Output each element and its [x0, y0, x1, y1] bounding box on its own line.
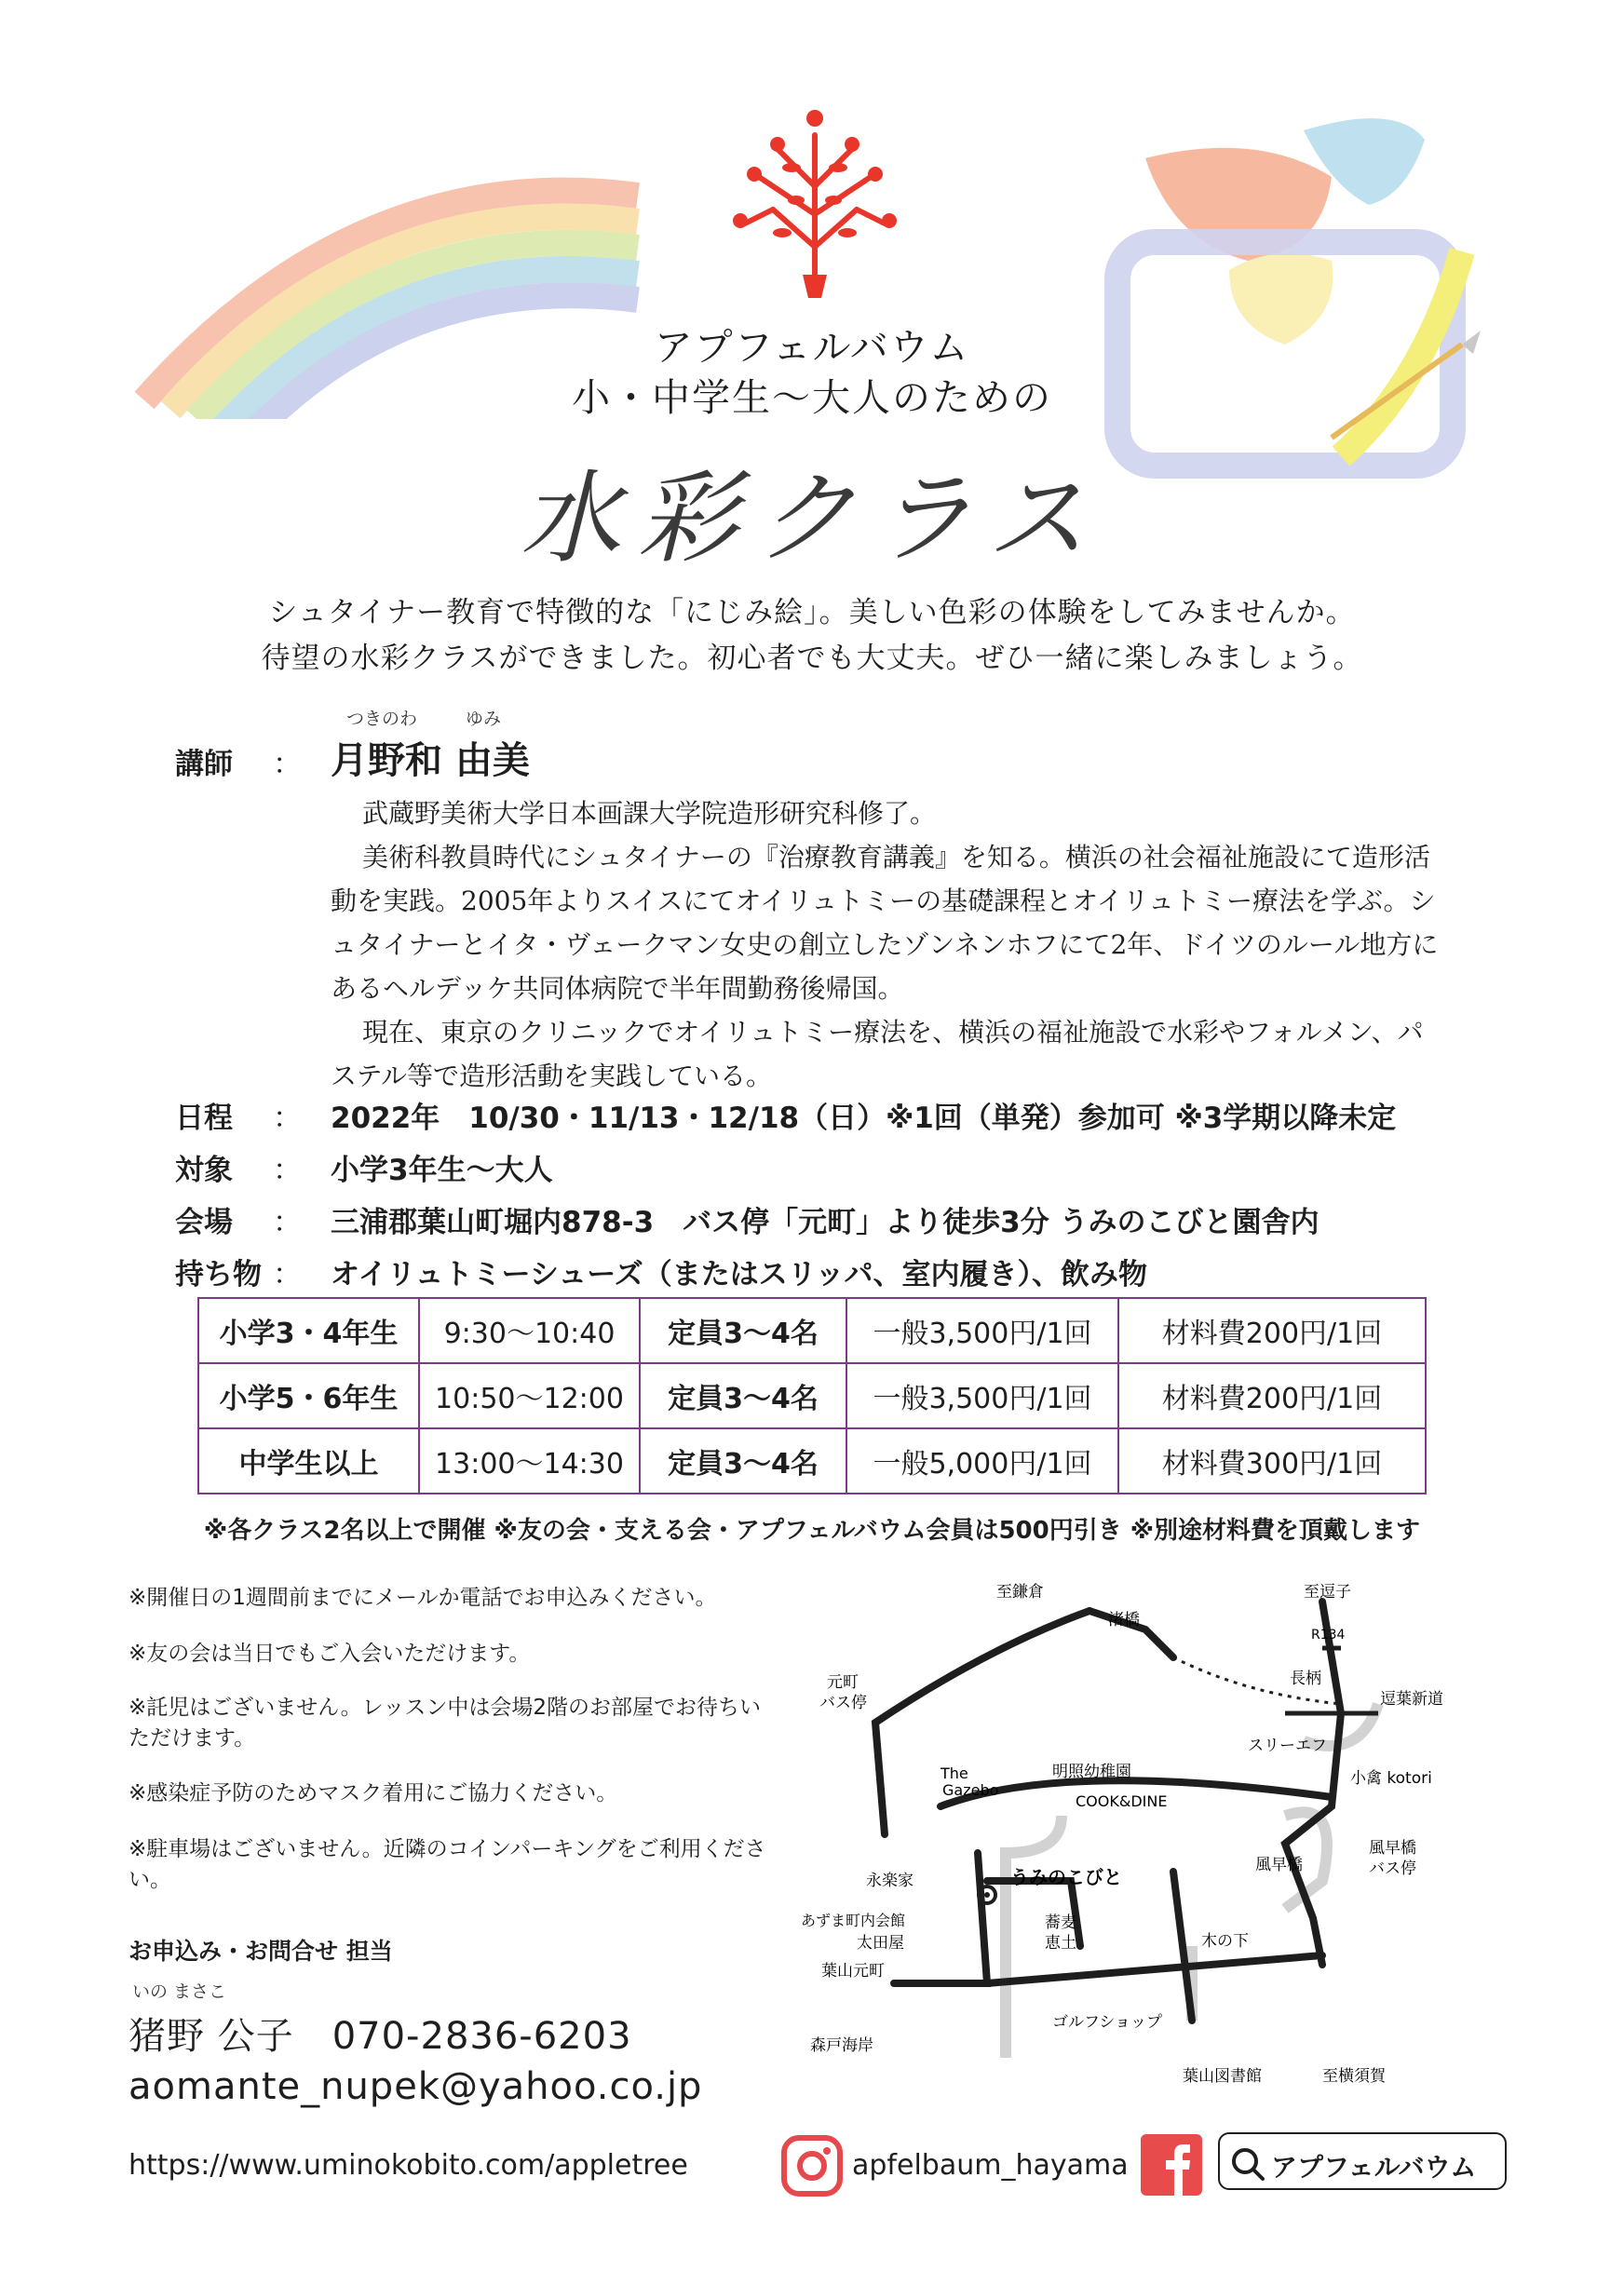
- table-cell: 一般3,500円/1回: [846, 1298, 1118, 1363]
- schedule-table: [197, 1297, 1427, 1494]
- table-cell: 材料費200円/1回: [1118, 1298, 1426, 1363]
- detail-colon: ：: [273, 1102, 302, 1135]
- table-note: ※各クラス2名以上で開催 ※友の会・支える会・アプフェルバウム会員は500円引き ※別途材料費を頂戴します: [203, 1517, 1421, 1545]
- table-cell: 10:50〜12:00: [419, 1363, 640, 1428]
- bio-paragraph-3: 現在、東京のクリニックでオイリュトミー療法を、横浜の福祉施設で水彩やフォルメン、パステル等で造形活動を実践している。: [331, 1017, 1424, 1091]
- instagram-icon[interactable]: [780, 2134, 844, 2197]
- map-label: 明照幼稚園: [1052, 1763, 1131, 1781]
- instagram-handle[interactable]: apfelbaum_hayama: [852, 2149, 1129, 2182]
- map-label: ゴルフショップ: [1052, 2013, 1162, 2032]
- table-cell: 一般3,500円/1回: [846, 1363, 1118, 1428]
- table-cell: 定員3〜4名: [640, 1363, 846, 1428]
- map-label: 風早橋: [1369, 1839, 1416, 1858]
- map-label: 小禽 kotori: [1350, 1769, 1432, 1788]
- org-name: アプフェルバウム: [654, 325, 970, 370]
- instructor-name: 月野和 由美: [331, 739, 530, 782]
- map-label: Gazebo: [942, 1781, 999, 1799]
- instructor-bio: [331, 791, 1448, 1098]
- instructor-label: 講師: [175, 748, 233, 781]
- detail-colon: ：: [273, 1206, 302, 1239]
- detail-colon: ：: [273, 1258, 302, 1291]
- detail-label-venue: 会場: [175, 1206, 233, 1239]
- detail-value-date: 2022年 10/30・11/13・12/18（日）※1回（単発）参加可 ※3学期以降未定: [331, 1102, 1397, 1135]
- map-label: 永楽家: [866, 1872, 914, 1890]
- table-row: [198, 1428, 1426, 1494]
- table-cell: 定員3〜4名: [640, 1428, 846, 1494]
- contact-email[interactable]: aomante_nupek@yahoo.co.jp: [129, 2065, 703, 2108]
- note-4: ※感染症予防のためマスク着用にご協力ください。: [129, 1781, 618, 1805]
- facebook-icon[interactable]: [1141, 2134, 1202, 2196]
- map-label: 至逗子: [1304, 1583, 1351, 1602]
- subtitle: 小・中学生〜大人のための: [572, 375, 1052, 420]
- website-link[interactable]: https://www.uminokobito.com/appletree: [129, 2149, 688, 2182]
- page-title: 水彩クラス: [520, 461, 1104, 577]
- table-cell: 9:30〜10:40: [419, 1298, 640, 1363]
- table-cell: 中学生以上: [198, 1428, 419, 1494]
- map-label: COOK&DINE: [1076, 1792, 1168, 1810]
- map-label: 長柄: [1290, 1670, 1321, 1688]
- map-label: 逗葉新道: [1380, 1690, 1443, 1709]
- detail-value-items: オイリュトミーシューズ（またはスリッパ、室内履き）、飲み物: [331, 1258, 1147, 1291]
- map-label: 葉山図書館: [1183, 2067, 1262, 2086]
- map-label: バス停: [1369, 1859, 1416, 1878]
- detail-label-date: 日程: [175, 1102, 233, 1135]
- map-label: あずま町内会館: [801, 1912, 906, 1929]
- detail-label-items: 持ち物: [175, 1258, 262, 1291]
- ruby-family: つきのわ: [346, 709, 418, 729]
- map-label: 太田屋: [857, 1934, 904, 1953]
- map-label: The: [941, 1764, 968, 1782]
- note-2: ※友の会は当日でもご入会いただけます。: [129, 1642, 531, 1666]
- contact-heading: お申込み・お問合せ 担当: [129, 1938, 393, 1965]
- map-label: 蕎麦: [1045, 1913, 1076, 1932]
- table-row: [198, 1363, 1426, 1428]
- table-cell: 小学5・6年生: [198, 1363, 419, 1428]
- map-label: 木の下: [1201, 1932, 1249, 1951]
- apple-tree-logo: [717, 98, 913, 298]
- map-label: 元町: [827, 1673, 859, 1692]
- table-cell: 13:00〜14:30: [419, 1428, 640, 1494]
- map-label: スリーエフ: [1248, 1737, 1327, 1755]
- search-text: アプフェルバウム: [1271, 2152, 1477, 2183]
- map-label: 恵土: [1045, 1934, 1076, 1953]
- detail-value-venue: 三浦郡葉山町堀内878-3 バス停「元町」より徒歩3分 うみのこびと園舎内: [331, 1206, 1320, 1239]
- table-cell: 材料費200円/1回: [1118, 1363, 1426, 1428]
- table-row: [198, 1298, 1426, 1363]
- map-label: R134: [1311, 1628, 1346, 1643]
- table-cell: 定員3〜4名: [640, 1298, 846, 1363]
- table-cell: 小学3・4年生: [198, 1298, 419, 1363]
- bio-paragraph-2: 美術科教員時代にシュタイナーの『治療教育講義』を知る。横浜の社会福祉施設にて造形活動を実践。2005年よりスイスにてオイリュトミーの基礎課程とオイリュトミー療法を学ぶ。シュタイナーとイタ・ヴェークマン女史の創立したゾンネンホフにて2年、ドイツのルール地方にあるヘルデッケ共同体病院で半年間勤務後帰国。: [331, 842, 1439, 1004]
- table-cell: 一般5,000円/1回: [846, 1428, 1118, 1494]
- map-label: 葉山元町: [821, 1962, 885, 1981]
- detail-label-target: 対象: [175, 1154, 233, 1187]
- map-label: 森戸海岸: [810, 2036, 873, 2055]
- note-5: ※駐車場はございません。近隣のコインパーキングをご利用ください。: [129, 1837, 766, 1892]
- search-box[interactable]: [1218, 2132, 1507, 2190]
- map-label: バス停: [819, 1694, 867, 1712]
- access-map: [782, 1574, 1527, 2095]
- intro-line-2: 待望の水彩クラスができました。初心者でも大丈夫。ぜひ一緒に楽しみましょう。: [261, 642, 1363, 675]
- map-label: 渚橋: [1108, 1611, 1140, 1629]
- table-cell: 材料費300円/1回: [1118, 1428, 1426, 1494]
- search-icon: [1229, 2145, 1266, 2183]
- contact-name-phone: 猪野 公子 070-2836-6203: [129, 2015, 632, 2058]
- bio-paragraph-1: 武蔵野美術大学日本画課大学院造形研究科修了。: [362, 798, 937, 829]
- contact-ruby: いの まさこ: [132, 1981, 227, 2002]
- map-label: 風早橋: [1255, 1856, 1303, 1874]
- note-1: ※開催日の1週間前までにメールか電話でお申込みください。: [129, 1586, 717, 1610]
- map-label: うみのこびと: [1010, 1866, 1122, 1888]
- detail-colon: ：: [273, 1154, 302, 1187]
- map-label: 至鎌倉: [996, 1583, 1044, 1602]
- intro-line-1: シュタイナー教育で特徴的な「にじみ絵」。美しい色彩の体験をしてみませんか。: [268, 596, 1356, 629]
- map-label: 至横須賀: [1322, 2067, 1386, 2086]
- ruby-given: ゆみ: [466, 709, 502, 729]
- note-3: ※託児はございません。レッスン中は会場2階のお部屋でお待ちいただけます。: [129, 1696, 762, 1751]
- instructor-colon: ：: [273, 748, 302, 781]
- detail-value-target: 小学3年生〜大人: [331, 1154, 553, 1187]
